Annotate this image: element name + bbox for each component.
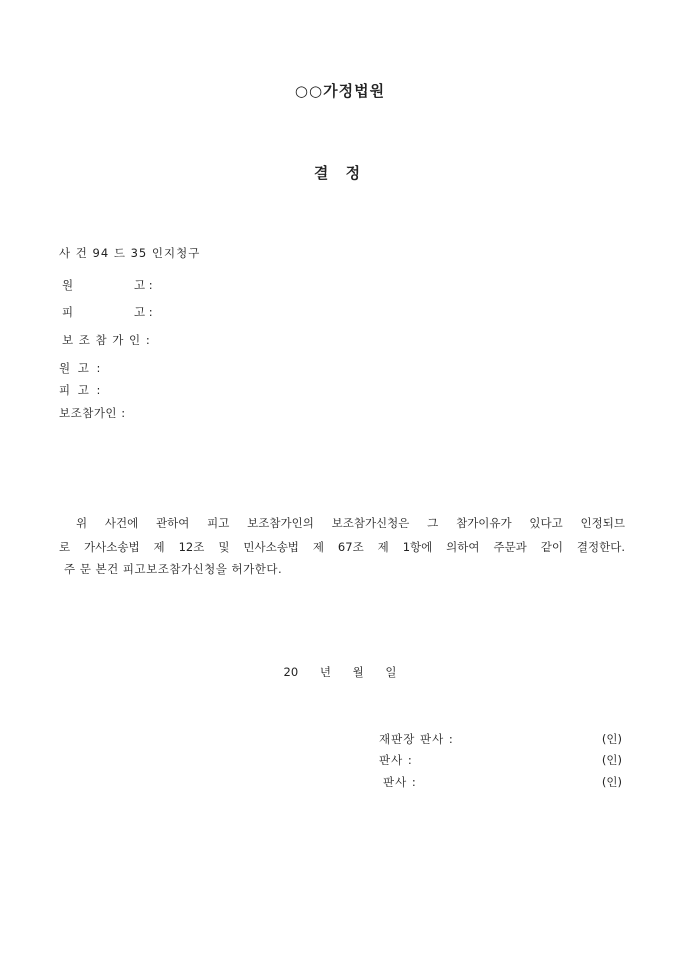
judge-3-label: 판사 :: [383, 775, 417, 789]
document-title: 결 정: [313, 164, 367, 182]
plaintiff-label: 원: [62, 278, 74, 292]
court-name: ○○가정법원: [294, 82, 386, 100]
short-defendant-line: 피 고 :: [59, 383, 103, 397]
decision-body-line-1: 위 사건에 관하여 피고 보조참가인의 보조참가신청은 그 참가이유가 있다고 인정되므: [76, 516, 625, 530]
presiding-judge-seal: (인): [601, 732, 622, 746]
short-assistant-line: 보조참가인 :: [59, 406, 126, 420]
case-number-line: 사 건 94 드 35 인지청구: [59, 246, 201, 260]
decision-body-line-2: 로 가사소송법 제 12조 및 민사소송법 제 67조 제 1항에 의하여 주문과 같이 결정한다.: [59, 540, 625, 554]
judge-2-seal: (인): [601, 753, 622, 767]
presiding-judge-label: 재판장 판사 :: [379, 732, 454, 746]
decision-date-line: 20 년 월 일: [283, 665, 397, 679]
decision-order-line: 주 문 본건 피고보조참가신청을 허가한다.: [64, 562, 283, 576]
judge-2-label: 판사 :: [379, 753, 413, 767]
short-plaintiff-line: 원 고 :: [59, 361, 103, 375]
defendant-colon: 고 :: [134, 305, 153, 319]
judge-3-seal: (인): [601, 775, 622, 789]
assistant-participant-row: 보 조 참 가 인 :: [62, 333, 151, 347]
plaintiff-colon: 고 :: [134, 278, 153, 292]
defendant-label: 피: [62, 305, 74, 319]
